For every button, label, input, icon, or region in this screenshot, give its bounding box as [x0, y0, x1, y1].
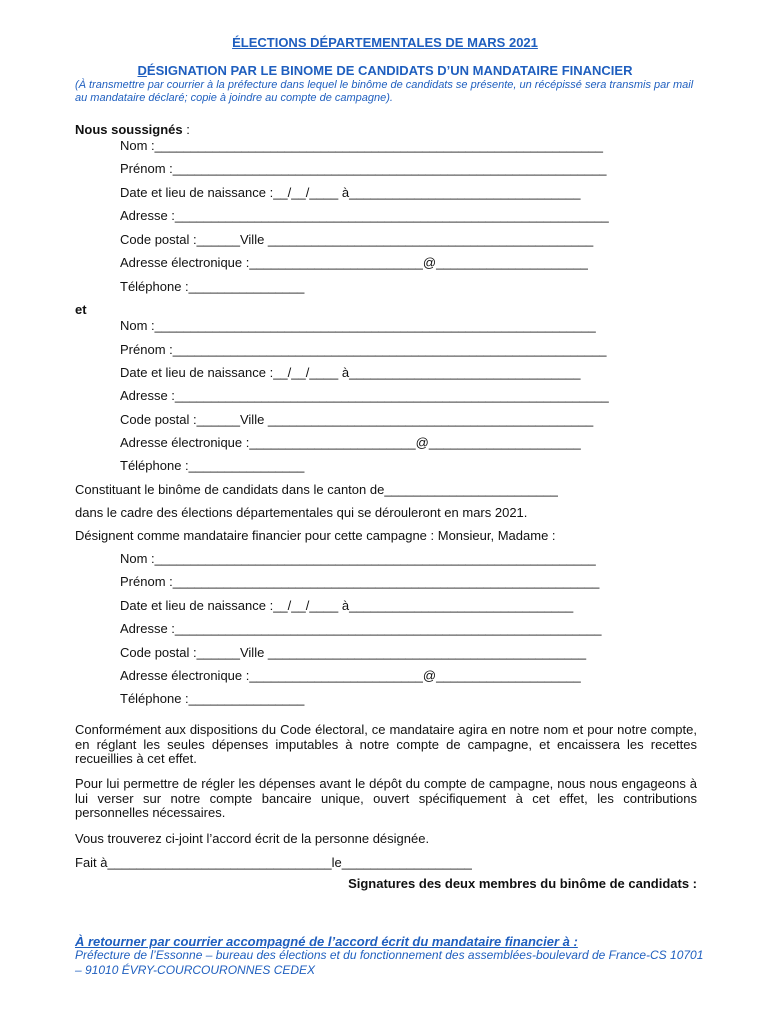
candidate2-prenom-field[interactable]: Prénom :____________________________________________________________ — [120, 342, 607, 357]
mandataire-postal-city-field[interactable]: Code postal :______Ville ____________________________________________ — [120, 645, 587, 660]
candidate1-prenom-field[interactable]: Prénom :____________________________________________________________ — [120, 161, 607, 176]
candidate2-phone-field[interactable]: Téléphone :________________ — [120, 458, 305, 473]
return-instruction: À retourner par courrier accompagné de l’accord écrit du mandataire financier à : — [75, 934, 578, 949]
mandataire-email-field[interactable]: Adresse électronique :________________________@____________________ — [120, 668, 581, 683]
canton-field[interactable]: Constituant le binôme de candidats dans le canton de________________________ — [75, 482, 558, 497]
document-subtitle — [0, 63, 770, 78]
mandataire-prenom-field[interactable]: Prénom :___________________________________________________________ — [120, 574, 600, 589]
place-date-field[interactable]: Fait à_______________________________le__________________ — [75, 855, 472, 870]
mandataire-nom-field[interactable]: Nom :_____________________________________________________________ — [120, 551, 596, 566]
candidate2-address-field[interactable]: Adresse :____________________________________________________________ — [120, 388, 609, 403]
connector-et: et — [75, 302, 87, 317]
prefecture-address: Préfecture de l’Essonne – bureau des élections et du fonctionnement des assemblées-boulevard de France-CS 10701 – 91010 ÉVRY-COURCOURONNES CEDEX — [75, 948, 704, 977]
paragraph-attachment: Vous trouverez ci-joint l’accord écrit de la personne désignée. — [75, 831, 430, 846]
signatures-label: Signatures des deux membres du binôme de candidats : — [348, 876, 697, 891]
candidate2-postal-city-field[interactable]: Code postal :______Ville _____________________________________________ — [120, 412, 594, 427]
candidate2-birth-field[interactable]: Date et lieu de naissance :__/__/____ à________________________________ — [120, 365, 581, 380]
candidate1-nom-field[interactable]: Nom :______________________________________________________________ — [120, 138, 603, 153]
document-title: ÉLECTIONS DÉPARTEMENTALES DE MARS 2021 — [232, 35, 538, 50]
election-context-line: dans le cadre des élections départementales qui se dérouleront en mars 2021. — [75, 505, 528, 520]
intro-line — [75, 122, 190, 137]
subtitle-text: ÉSIGNATION PAR LE BINOME DE CANDIDATS D’UN MANDATAIRE FINANCIER — [146, 63, 633, 78]
candidate1-address-field[interactable]: Adresse :____________________________________________________________ — [120, 208, 609, 223]
candidate1-email-field[interactable]: Adresse électronique :________________________@_____________________ — [120, 255, 588, 270]
candidate2-email-field[interactable]: Adresse électronique :_______________________@_____________________ — [120, 435, 581, 450]
paragraph-mandate: Conformément aux dispositions du Code électoral, ce mandataire agira en notre nom et pour notre compte, en réglant les seules dépenses imputables à notre compte de campagne, et encaissera les recettes recueillies à cet effet. — [75, 722, 697, 766]
candidate2-nom-field[interactable]: Nom :_____________________________________________________________ — [120, 318, 596, 333]
mandataire-address-field[interactable]: Adresse :___________________________________________________________ — [120, 621, 602, 636]
intro-label: Nous soussignés — [75, 122, 183, 137]
candidate1-birth-field[interactable]: Date et lieu de naissance :__/__/____ à________________________________ — [120, 185, 581, 200]
transmission-note: (À transmettre par courrier à la préfecture dans lequel le binôme de candidats se présente, un récépissé sera transmis par mail au mandataire déclaré; copie à joindre au compte de campagne). — [75, 79, 694, 104]
intro-colon: : — [182, 122, 190, 137]
mandataire-birth-field[interactable]: Date et lieu de naissance :__/__/____ à_______________________________ — [120, 598, 574, 613]
mandataire-phone-field[interactable]: Téléphone :________________ — [120, 691, 305, 706]
designation-line: Désignent comme mandataire financier pour cette campagne : Monsieur, Madame : — [75, 528, 556, 543]
paragraph-funding: Pour lui permettre de régler les dépenses avant le dépôt du compte de campagne, nous nous engageons à lui verser sur notre compte bancaire unique, ouvert spécifiquement à cet effet, les contributions personnelles nécessaires. — [75, 776, 697, 820]
candidate1-postal-city-field[interactable]: Code postal :______Ville _____________________________________________ — [120, 232, 594, 247]
candidate1-phone-field[interactable]: Téléphone :________________ — [120, 279, 305, 294]
subtitle-initial: D — [137, 63, 147, 78]
